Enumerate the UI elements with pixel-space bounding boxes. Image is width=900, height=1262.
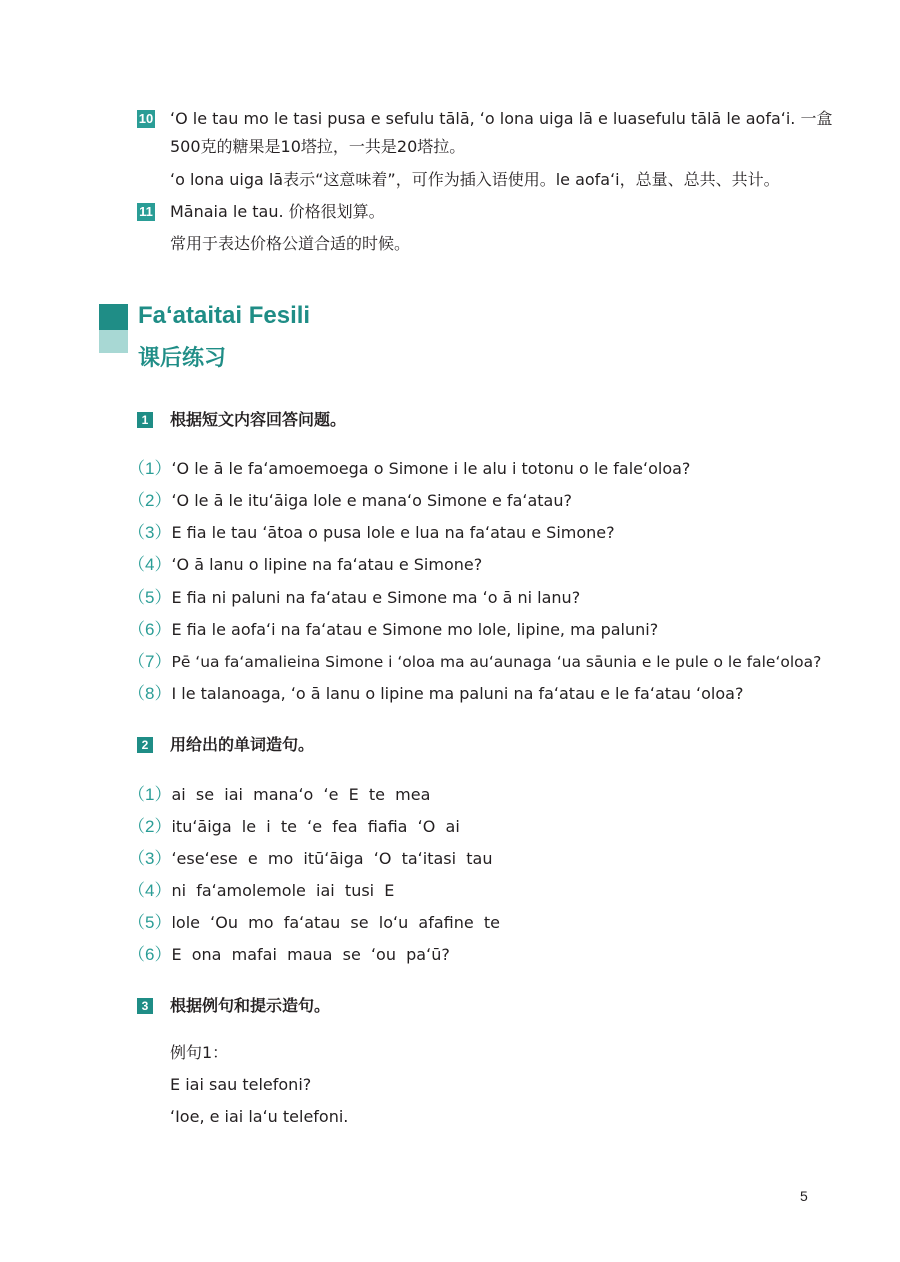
question-item: （6）E fia le aofaʻi na faʻatau e Simone mo lole, lipine, ma paluni?: [128, 620, 659, 639]
section-accent-light: [99, 330, 128, 353]
question-item: （5）E fia ni paluni na faʻatau e Simone ma ʻo ā ni lanu?: [128, 588, 581, 607]
word-list-item: （5）lole ʻOu mo faʻatau se loʻu afafine te: [128, 913, 500, 932]
question-item: （4）ʻO ā lanu o lipine na faʻatau e Simone?: [128, 555, 483, 574]
example-line-2: ʻIoe, e iai laʻu telefoni.: [170, 1107, 349, 1126]
exercise-3-badge: 3: [137, 998, 153, 1014]
exercise-1-badge: 1: [137, 412, 153, 428]
word-list-item: （1）ai se iai manaʻo ʻe E te mea: [128, 785, 431, 804]
question-item: （2）ʻO le ā le ituʻāiga lole e manaʻo Simone e faʻatau?: [128, 491, 572, 510]
exercise-2-heading: 用给出的单词造句。: [170, 735, 315, 754]
section-accent-dark: [99, 304, 128, 330]
note-10-line-2: 500克的糖果是10塔拉，一共是20塔拉。: [170, 137, 466, 156]
word-list-item: （6）E ona mafai maua se ʻou paʻū?: [128, 945, 450, 964]
note-10-badge: 10: [138, 111, 154, 126]
example-label: 例句1：: [170, 1043, 229, 1062]
exercise-1-heading: 根据短文内容回答问题。: [170, 410, 347, 429]
section-title-en: Faʻataitai Fesili: [138, 302, 311, 329]
note-11-line-2: 常用于表达价格公道合适的时候。: [170, 234, 411, 253]
word-list-item: （3）ʻeseʻese e mo itūʻāiga ʻO taʻitasi tau: [128, 849, 493, 868]
note-11-badge: 11: [137, 203, 155, 221]
note-11-line-1: Mānaia le tau. 价格很划算。: [170, 202, 385, 221]
exercise-3-heading: 根据例句和提示造句。: [170, 996, 331, 1015]
question-item: （7）Pē ʻua faʻamalieina Simone i ʻoloa ma auʻaunaga ʻua sāunia e le pule o le faleʻoloa?: [128, 652, 822, 671]
question-item: （8）I le talanoaga, ʻo ā lanu o lipine ma paluni na faʻatau e le faʻatau ʻoloa?: [128, 684, 744, 703]
page-number: 5: [800, 1188, 808, 1204]
section-title-zh: 课后练习: [138, 346, 227, 371]
word-list-item: （4）ni faʻamolemole iai tusi E: [128, 881, 395, 900]
note-10-line-1: ʻO le tau mo le tasi pusa e sefulu tālā, ʻo lona uiga lā e luasefulu tālā le aofaʻi. 一盒: [170, 109, 833, 128]
note-10-line-3: ʻo lona uiga lā表示“这意味着”，可作为插入语使用。le aofaʻi，总量、总共、共计。: [170, 170, 780, 189]
question-item: （1）ʻO le ā le faʻamoemoega o Simone i le alu i totonu o le faleʻoloa?: [128, 459, 691, 478]
exercise-2-badge: 2: [137, 737, 153, 753]
example-line-1: E iai sau telefoni?: [170, 1075, 312, 1094]
word-list-item: （2）ituʻāiga le i te ʻe fea fiafia ʻO ai: [128, 817, 460, 836]
question-item: （3）E fia le tau ʻātoa o pusa lole e lua na faʻatau e Simone?: [128, 523, 615, 542]
